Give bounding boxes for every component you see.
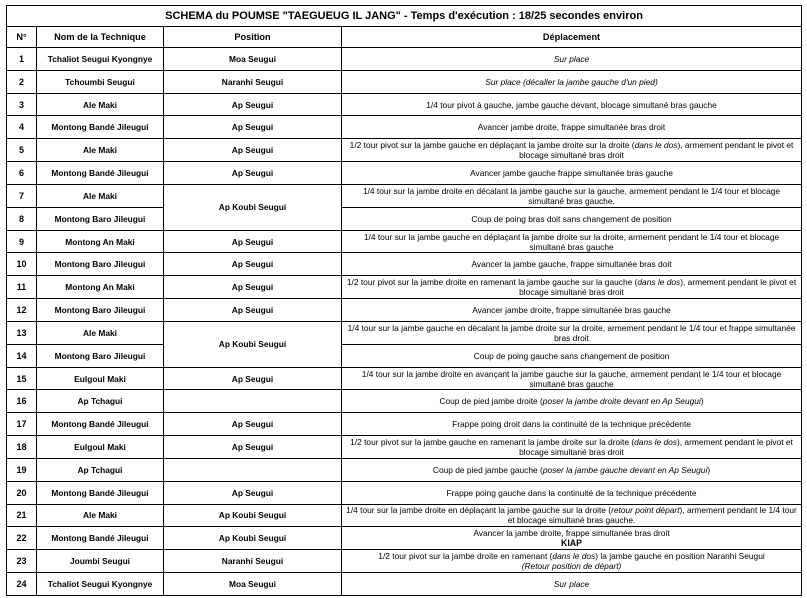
table-row <box>7 70 802 93</box>
technique-name: Montong An Maki <box>37 276 164 299</box>
table-row <box>7 527 802 550</box>
technique-deplacement <box>342 253 802 276</box>
row-number: 12 <box>7 299 37 322</box>
technique-name: Montong Baro Jileugui <box>37 299 164 322</box>
table-row <box>7 184 802 207</box>
table-row <box>7 458 802 481</box>
technique-name: Montong Bandé Jileugui <box>37 481 164 504</box>
technique-deplacement <box>342 321 802 344</box>
row-number: 5 <box>7 139 37 162</box>
technique-name: Montong Bandé Jileugui <box>37 162 164 185</box>
technique-deplacement <box>342 390 802 413</box>
row-number: 7 <box>7 184 37 207</box>
poumse-schedule-table <box>6 5 802 596</box>
technique-name: Ale Maki <box>37 93 164 116</box>
deplacement-text: Coup de pied jambe gauche (poser la jambe gauche devant en Ap Seugui) <box>432 464 711 475</box>
technique-name: Ale Maki <box>37 504 164 527</box>
table-row <box>7 390 802 413</box>
table-row <box>7 162 802 185</box>
technique-name: Montong Bandé Jileugui <box>37 527 164 550</box>
table-body <box>7 48 802 596</box>
technique-position: Ap Seugui <box>164 253 342 276</box>
table-row <box>7 436 802 459</box>
technique-position: Ap Seugui <box>164 162 342 185</box>
technique-deplacement <box>342 344 802 367</box>
technique-name: Ap Tchagui <box>37 390 164 413</box>
title-row <box>7 6 802 27</box>
technique-name: Tchaliot Seugui Kyongnye <box>37 48 164 71</box>
deplacement-text: Avancer la jambe gauche, frappe simultanée bras doit <box>471 259 672 270</box>
deplacement-text: Frappe poing gauche dans la continuité de la technique précédente <box>446 487 697 498</box>
deplacement-text: Sur place <box>553 578 590 589</box>
header-position: Position <box>164 27 342 48</box>
row-number: 21 <box>7 504 37 527</box>
row-number: 22 <box>7 527 37 550</box>
table-row <box>7 230 802 253</box>
technique-name: Ale Maki <box>37 139 164 162</box>
technique-position: Ap Seugui <box>164 367 342 390</box>
row-number: 15 <box>7 367 37 390</box>
table-row <box>7 367 802 390</box>
table-row <box>7 276 802 299</box>
technique-deplacement <box>342 230 802 253</box>
technique-name: Montong Baro Jileugui <box>37 253 164 276</box>
deplacement-text: 1/4 tour sur la jambe droite en déplaçant la jambe gauche sur la droite (retour point départ), armement pendant le 1/4 tour et blocage simultané bras gauche. <box>346 505 797 526</box>
technique-name: Ap Tchagui <box>37 458 164 481</box>
technique-position: Ap Koubi Seugui <box>164 184 342 230</box>
technique-name: Ale Maki <box>37 321 164 344</box>
technique-position: Ap Koubi Seugui <box>164 504 342 527</box>
technique-name: Montong An Maki <box>37 230 164 253</box>
technique-deplacement <box>342 367 802 390</box>
deplacement-text: 1/4 tour sur la jambe gauche en décalant la jambe droite sur la droite, armement pendant le 1/4 tour et frappe simultanée bras droit <box>347 322 796 343</box>
deplacement-text: 1/4 tour pivot à gauche, jambe gauche devant, blocage simultané bras gauche <box>426 99 717 110</box>
row-number: 8 <box>7 207 37 230</box>
technique-deplacement <box>342 458 802 481</box>
technique-deplacement <box>342 139 802 162</box>
row-number: 23 <box>7 550 37 573</box>
deplacement-text: Frappe poing droit dans la continuité de la technique précédente <box>452 419 691 430</box>
deplacement-text: Avancer jambe droite, frappe simultanée bras droit <box>477 122 666 133</box>
table-row <box>7 253 802 276</box>
row-number: 24 <box>7 573 37 596</box>
technique-position: Ap Seugui <box>164 299 342 322</box>
row-number: 9 <box>7 230 37 253</box>
deplacement-text: Avancer jambe droite, frappe simultanée bras gauche <box>472 305 671 316</box>
deplacement-text: 1/4 tour sur la jambe droite en décalant la jambe gauche sur la gauche, armement pendant le 1/4 tour et blocage simultané bras gauche. <box>362 185 781 206</box>
technique-position: Ap Seugui <box>164 93 342 116</box>
table-row <box>7 413 802 436</box>
table-row <box>7 344 802 367</box>
header-deplacement: Déplacement <box>342 27 802 48</box>
table-row <box>7 48 802 71</box>
technique-position: Ap Seugui <box>164 481 342 504</box>
deplacement-text: 1/2 tour pivot sur la jambe gauche en déplaçant la jambe droite sur la droite (dans le dos), armement pendant le pivot et blocage simultané bras droit <box>349 140 794 161</box>
table-row <box>7 93 802 116</box>
technique-deplacement <box>342 481 802 504</box>
document-title: SCHEMA du POUMSE "TAEGUEUG IL JANG" - Temps d'exécution : 18/25 secondes environ <box>7 6 802 27</box>
deplacement-text: Avancer jambe gauche frappe simultanée bras gauche <box>470 168 673 179</box>
table-row <box>7 116 802 139</box>
technique-deplacement <box>342 436 802 459</box>
row-number: 19 <box>7 458 37 481</box>
technique-deplacement <box>342 504 802 527</box>
technique-position: Ap Seugui <box>164 413 342 436</box>
technique-deplacement <box>342 299 802 322</box>
row-number: 16 <box>7 390 37 413</box>
deplacement-text: 1/4 tour sur la jambe gauche en déplaçant la jambe droite sur la droite, armement pendant le 1/4 tour et blocage simultané bras gauche <box>363 231 780 252</box>
technique-deplacement <box>342 162 802 185</box>
document-page <box>6 5 801 595</box>
technique-deplacement <box>342 116 802 139</box>
technique-position: Ap Seugui <box>164 276 342 299</box>
technique-deplacement <box>342 207 802 230</box>
deplacement-text: 1/2 tour pivot sur la jambe droite en ramenant la jambe gauche sur la gauche (dans le dos), armement pendant le pivot et blocage simultané bras droit <box>346 277 797 298</box>
technique-position: Ap Koubi Seugui <box>164 527 342 550</box>
deplacement-text: 1/2 tour pivot sur la jambe gauche en ramenant la jambe droite sur la droite (dans le dos), armement pendant le pivot et blocage simultané bras droit <box>350 436 793 457</box>
technique-position: Ap Koubi Seugui <box>164 321 342 367</box>
deplacement-text: 1/4 tour sur la jambe droite en avançant la jambe gauche sur la gauche, armement pendant le 1/4 tour et blocage simultané bras gauche <box>361 368 782 389</box>
table-row <box>7 504 802 527</box>
header-row <box>7 27 802 48</box>
technique-position <box>164 390 342 413</box>
deplacement-text: Sur place (décaller la jambe gauche d'un pied) <box>485 76 658 87</box>
row-number: 10 <box>7 253 37 276</box>
header-num: N° <box>7 27 37 48</box>
technique-deplacement <box>342 573 802 596</box>
technique-name: Montong Bandé Jileugui <box>37 413 164 436</box>
technique-position: Ap Seugui <box>164 436 342 459</box>
row-number: 17 <box>7 413 37 436</box>
technique-deplacement <box>342 93 802 116</box>
technique-deplacement <box>342 184 802 207</box>
deplacement-note: (Retour position de départ) <box>521 561 622 572</box>
technique-position: Moa Seugui <box>164 48 342 71</box>
technique-name: Ale Maki <box>37 184 164 207</box>
row-number: 2 <box>7 70 37 93</box>
row-number: 11 <box>7 276 37 299</box>
technique-deplacement <box>342 276 802 299</box>
technique-deplacement <box>342 527 802 550</box>
row-number: 18 <box>7 436 37 459</box>
row-number: 14 <box>7 344 37 367</box>
table-row <box>7 299 802 322</box>
technique-deplacement <box>342 413 802 436</box>
technique-name: Montong Bandé Jileugui <box>37 116 164 139</box>
technique-position: Ap Seugui <box>164 116 342 139</box>
table-row <box>7 481 802 504</box>
technique-name: Tchaliot Seugui Kyongnye <box>37 573 164 596</box>
table-row <box>7 139 802 162</box>
technique-name: Montong Baro Jileugui <box>37 207 164 230</box>
row-number: 1 <box>7 48 37 71</box>
technique-name: Eulgoul Maki <box>37 436 164 459</box>
technique-position: Naranhi Seugui <box>164 550 342 573</box>
kiap-label: KIAP <box>561 538 583 549</box>
technique-name: Joumbi Seugui <box>37 550 164 573</box>
technique-position: Moa Seugui <box>164 573 342 596</box>
table-row <box>7 207 802 230</box>
row-number: 3 <box>7 93 37 116</box>
row-number: 13 <box>7 321 37 344</box>
deplacement-text: Sur place <box>553 53 590 64</box>
deplacement-text: 1/2 tour pivot sur la jambe droite en ramenant (dans le dos) la jambe gauche en position Naranhi Seugui <box>378 551 765 562</box>
technique-position: Ap Seugui <box>164 230 342 253</box>
header-name: Nom de la Technique <box>37 27 164 48</box>
row-number: 6 <box>7 162 37 185</box>
deplacement-text: Coup de poing gauche sans changement de position <box>473 350 670 361</box>
technique-name: Montong Baro Jileugui <box>37 344 164 367</box>
deplacement-text: Coup de pied jambe droite (poser la jambe droite devant en Ap Seugui) <box>439 396 704 407</box>
table-row <box>7 550 802 573</box>
deplacement-text: Coup de poing bras doit sans changement de position <box>471 213 672 224</box>
technique-deplacement <box>342 48 802 71</box>
table-row <box>7 321 802 344</box>
row-number: 20 <box>7 481 37 504</box>
technique-deplacement <box>342 70 802 93</box>
technique-position: Naranhi Seugui <box>164 70 342 93</box>
table-row <box>7 573 802 596</box>
technique-position: Ap Seugui <box>164 139 342 162</box>
row-number: 4 <box>7 116 37 139</box>
technique-name: Tchoumbi Seugui <box>37 70 164 93</box>
technique-deplacement <box>342 550 802 573</box>
technique-name: Eulgoul Maki <box>37 367 164 390</box>
technique-position <box>164 458 342 481</box>
deplacement-text: Avancer la jambe droite, frappe simultanée bras droit <box>473 528 670 539</box>
